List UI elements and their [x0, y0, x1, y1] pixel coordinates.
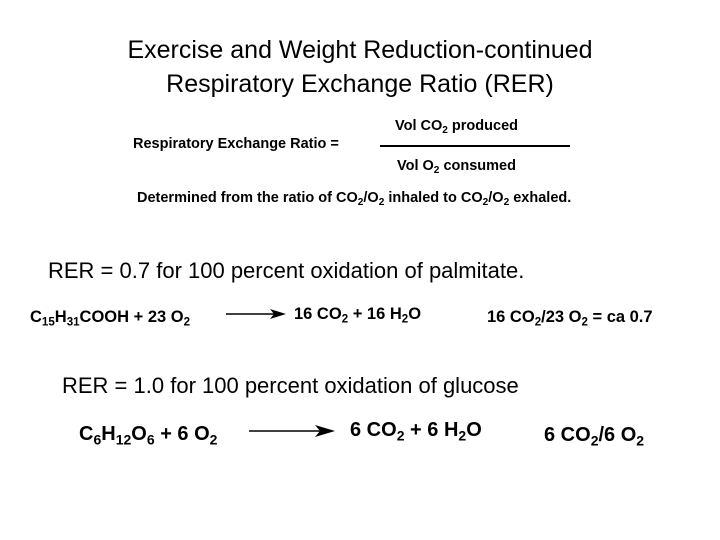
palmitate-reactant: $C_{15}H_{31}COOH + 23$ $O_2$: [30, 308, 191, 329]
glucose-reaction-arrow: [249, 423, 335, 439]
fraction-line: [380, 145, 570, 147]
slide-title-line2: Respiratory Exchange Ratio (RER): [166, 70, 554, 98]
palmitate-heading: RER = 0.7 for 100 percent oxidation of palmitate.: [48, 258, 525, 283]
glucose-product: 6 $CO_2 + 6$ $H_2O$: [350, 419, 482, 444]
palmitate-reaction-arrow: [226, 307, 286, 321]
formula-label: Respiratory Exchange Ratio =: [133, 136, 339, 152]
slide-title-line1: Exercise and Weight Reduction-continued: [127, 36, 593, 64]
glucose-ratio: 6 $CO_2/6$ $O_2$: [544, 424, 645, 449]
glucose-reactant: $C_6H_{12}O_6 + 6$ $O_2$: [79, 423, 218, 448]
formula-numerator: Vol $CO_2$ produced: [395, 118, 518, 137]
palmitate-product: 16 $CO_2 + 16$ $H_2O$: [294, 305, 422, 326]
palmitate-ratio: 16 $CO_2/23$ $O_2$ = ca 0.7: [487, 308, 653, 329]
glucose-heading: RER = 1.0 for 100 percent oxidation of glucose: [62, 373, 519, 398]
determined-text: Determined from the ratio of $CO_2/O_2$ inhaled to $CO_2/O_2$ exhaled.: [137, 190, 572, 209]
formula-denominator: Vol $O_2$ consumed: [397, 158, 516, 177]
